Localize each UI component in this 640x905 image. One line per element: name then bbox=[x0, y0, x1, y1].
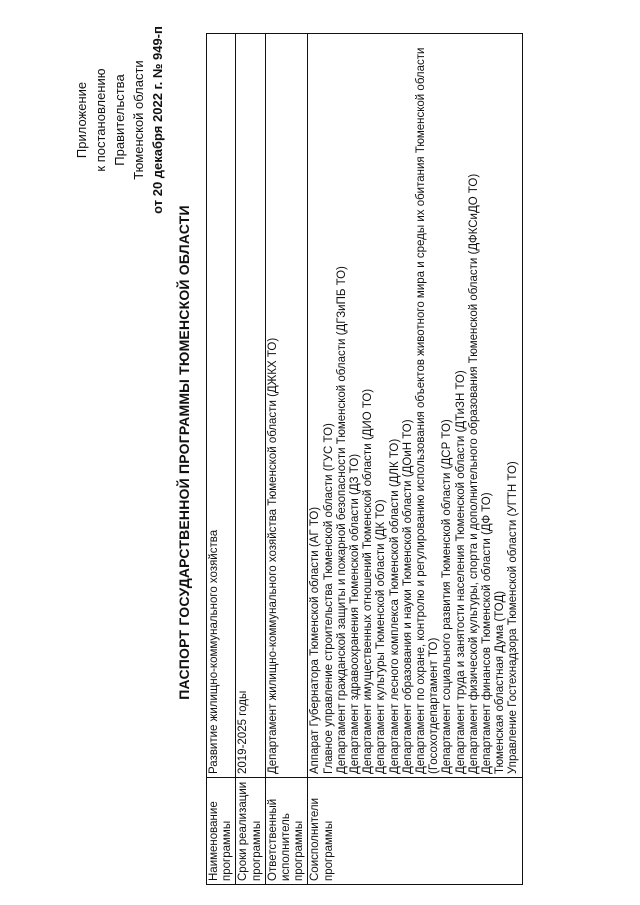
list-item: Департамент гражданской защиты и пожарной безопасности Тюменской области (ДГЗиПБ ТО) bbox=[335, 266, 348, 774]
list-item: Аппарат Губернатора Тюменской области (АГ ТО) bbox=[309, 506, 322, 774]
table-row bbox=[308, 34, 522, 885]
appendix-block bbox=[72, 25, 167, 215]
row-label: Ответственный исполнитель программы bbox=[265, 778, 308, 885]
table-row bbox=[236, 34, 265, 885]
table-row bbox=[265, 34, 308, 885]
list-item: Управление Гостехнадзора Тюменской области (УГТН ТО) bbox=[507, 461, 520, 774]
row-label: Наименование программы bbox=[207, 778, 236, 885]
row-value: Департамент жилищно-коммунального хозяйства Тюменской области (ДЖКХ ТО) bbox=[265, 34, 308, 778]
row-label: Соисполнители программы bbox=[308, 778, 522, 885]
list-item: Департамент здравоохранения Тюменской области (ДЗ ТО) bbox=[349, 453, 362, 774]
list-item: Департамент имущественных отношений Тюменской области (ДИО ТО) bbox=[362, 388, 375, 774]
appendix-line-2: к постановлению Правительства bbox=[93, 68, 127, 172]
coexecutors-list bbox=[308, 34, 522, 778]
list-item: Департамент труда и занятости населения Тюменской области (ДТиЗН ТО) bbox=[454, 370, 467, 774]
row-value: 2019-2025 годы bbox=[236, 34, 265, 778]
list-item: Департамент физической культуры, спорта и дополнительного образования Тюменской области (ДФКСиДО ТО) bbox=[467, 173, 480, 774]
list-item: Тюменская областная Дума (ТОД) bbox=[494, 590, 507, 774]
page-title: ПАСПОРТ ГОСУДАРСТВЕННОЙ ПРОГРАММЫ ТЮМЕНСКОЙ ОБЛАСТИ bbox=[176, 205, 192, 700]
table-row bbox=[207, 34, 236, 885]
passport-table bbox=[206, 33, 523, 885]
list-item: Департамент по охране, контролю и регулированию использования объектов животного мира и среды их обитания Тюменской области (Госохотдепартамент ТО) bbox=[415, 47, 441, 774]
list-item: Департамент социального развития Тюменской области (ДСР ТО) bbox=[441, 419, 454, 774]
appendix-decree-date: от 20 декабря 2022 г. № 949-п bbox=[150, 26, 165, 214]
list-item: Департамент лесного комплекса Тюменской области (ДЛК ТО) bbox=[388, 438, 401, 774]
list-item: Главное управление строительства Тюменской области (ГУС ТО) bbox=[322, 423, 335, 774]
list-item: Департамент финансов Тюменской области (ДФ ТО) bbox=[481, 492, 494, 774]
list-item: Департамент образования и науки Тюменской области (ДОиН ТО) bbox=[401, 419, 414, 774]
row-value: Развитие жилищно-коммунального хозяйства bbox=[207, 34, 236, 778]
appendix-line-3: Тюменской области bbox=[131, 60, 146, 180]
row-label: Сроки реализации программы bbox=[236, 778, 265, 885]
appendix-line-1: Приложение bbox=[74, 81, 89, 159]
list-item: Департамент культуры Тюменской области (ДК ТО) bbox=[375, 499, 388, 774]
